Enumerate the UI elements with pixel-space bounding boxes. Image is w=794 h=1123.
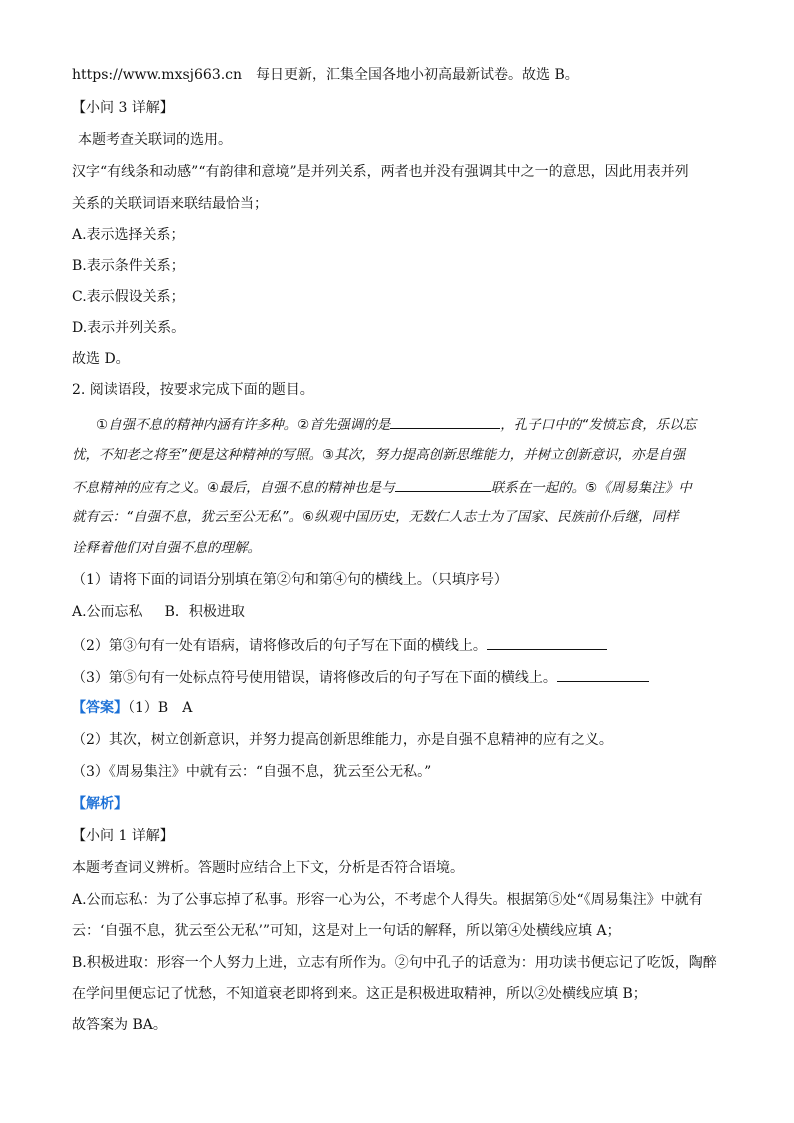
question-2-title: 2. 阅读语段，按要求完成下面的题目。	[72, 382, 314, 398]
sub-question-1-heading: 【小问 1 详解】	[72, 828, 174, 844]
analysis-text: 在学问里便忘记了忧愁，不知道衰老即将到来。这正是积极进取精神，所以②处横线应填 B；	[72, 986, 647, 1002]
sub-question-3: （3）第⑤句有一处标点符号使用错误，请将修改后的句子写在下面的横线上。	[72, 667, 649, 687]
analysis-text: A.公而忘私：为了公事忘掉了私事。形容一心为公，不考虑个人得失。根据第⑤处“《周易集注》中就有	[72, 892, 703, 908]
explanation-text: 关系的关联词语来联结最恰当；	[72, 196, 268, 212]
analysis-conclusion: 故答案为 BA。	[72, 1017, 167, 1033]
blank-line	[395, 477, 491, 492]
option-b: B.表示条件关系；	[72, 258, 185, 274]
explanation-text: 汉字“有线条和动感”“有韵律和意境”是并列关系，两者也并没有强调其中之一的意思，因此用表并列	[72, 164, 689, 180]
option-c: C.表示假设关系；	[72, 289, 185, 305]
passage-line: 不息精神的应有之义。④最后，自强不息的精神也是与 联系在一起的。⑤《周易集注》中	[72, 477, 692, 497]
blank-line	[487, 635, 607, 650]
option-a: A.表示选择关系；	[72, 227, 185, 243]
sub-question-1-options: A.公而忘私 B．积极进取	[72, 604, 245, 620]
answer-tag: 【答案】	[72, 700, 128, 716]
passage-line: 就有云：“自强不息，犹云至公无私”。⑥纵观中国历史，无数仁人志士为了国家、民族前仆后继，同样	[72, 509, 679, 525]
analysis-text: 云：‘自强不息，犹云至公无私’”可知，这是对上一句话的解释，所以第④处横线应填 A；	[72, 923, 621, 939]
header-source-line: https://www.mxsj663.cn 每日更新，汇集全国各地小初高最新试卷。故选 B。	[72, 67, 579, 83]
option-d: D.表示并列关系。	[72, 320, 186, 336]
explanation-text: 本题考查关联词的选用。	[78, 132, 232, 148]
sub-question-1: （1）请将下面的词语分别填在第②句和第④句的横线上。（只填序号）	[72, 572, 508, 588]
passage-line: 诠释着他们对自强不息的理解。	[72, 540, 261, 556]
answer-line: （2）其次，树立创新意识，并努力提高创新思维能力，亦是自强不息精神的应有之义。	[72, 732, 613, 748]
blank-line	[390, 414, 500, 429]
passage-line: 忧，不知老之将至”便是这种精神的写照。③其次，努力提高创新思维能力，并树立创新意识，亦是自强	[72, 447, 686, 463]
passage-line: ①自强不息的精神内涵有许多种。②首先强调的是 ，孔子口中的“发愤忘食，乐以忘	[96, 414, 696, 434]
answer-block: 【答案】（1）B A	[72, 700, 193, 716]
sub-question-3-heading: 【小问 3 详解】	[72, 100, 174, 116]
analysis-tag: 【解析】	[72, 796, 128, 812]
analysis-text: B.积极进取：形容一个人努力上进，立志有所作为。②句中孔子的话意为：用功读书便忘记了吃饭，陶醉	[72, 955, 717, 971]
answer-line: （3）《周易集注》中就有云：“自强不息，犹云至公无私。”	[72, 764, 432, 780]
blank-line	[557, 667, 649, 682]
analysis-text: 本题考查词义辨析。答题时应结合上下文，分析是否符合语境。	[72, 860, 464, 876]
sub-question-2: （2）第③句有一处有语病，请将修改后的句子写在下面的横线上。	[72, 635, 607, 655]
answer-line: 故选 D。	[72, 351, 130, 367]
